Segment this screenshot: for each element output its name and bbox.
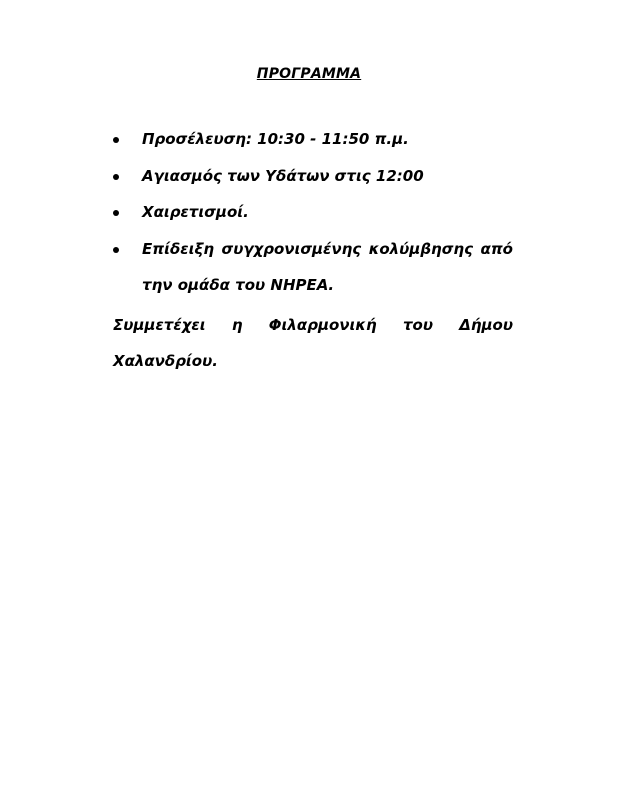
program-item-text: Αγιασμός των Υδάτων στις 12:00: [142, 166, 424, 185]
program-item-blessing: [113, 167, 513, 185]
program-item-greetings: [113, 203, 513, 221]
page-title: ΠΡΟΓΡΑΜΜΑ: [256, 66, 362, 82]
program-item-text: Επίδειξη συγχρονισμένης κολύμβησης από: [142, 239, 513, 258]
closing-paragraph: [113, 316, 513, 370]
program-item-demonstration: [113, 240, 513, 294]
bullet-icon: [113, 137, 119, 143]
bullet-icon: [113, 210, 119, 216]
closing-line-1: Συμμετέχει η Φιλαρμονική του Δήμου: [113, 316, 513, 334]
program-item-arrival: [113, 130, 513, 148]
bullet-icon: [113, 247, 119, 253]
program-item-text: Προσέλευση: 10:30 - 11:50 π.μ.: [142, 130, 409, 148]
program-item-text-continued: την ομάδα του ΝΗΡΕΑ.: [142, 275, 335, 294]
program-item-text: Χαιρετισμοί.: [142, 203, 249, 221]
closing-line-2: Χαλανδρίου.: [113, 352, 218, 370]
program-list: [113, 130, 513, 312]
bullet-icon: [113, 174, 119, 180]
